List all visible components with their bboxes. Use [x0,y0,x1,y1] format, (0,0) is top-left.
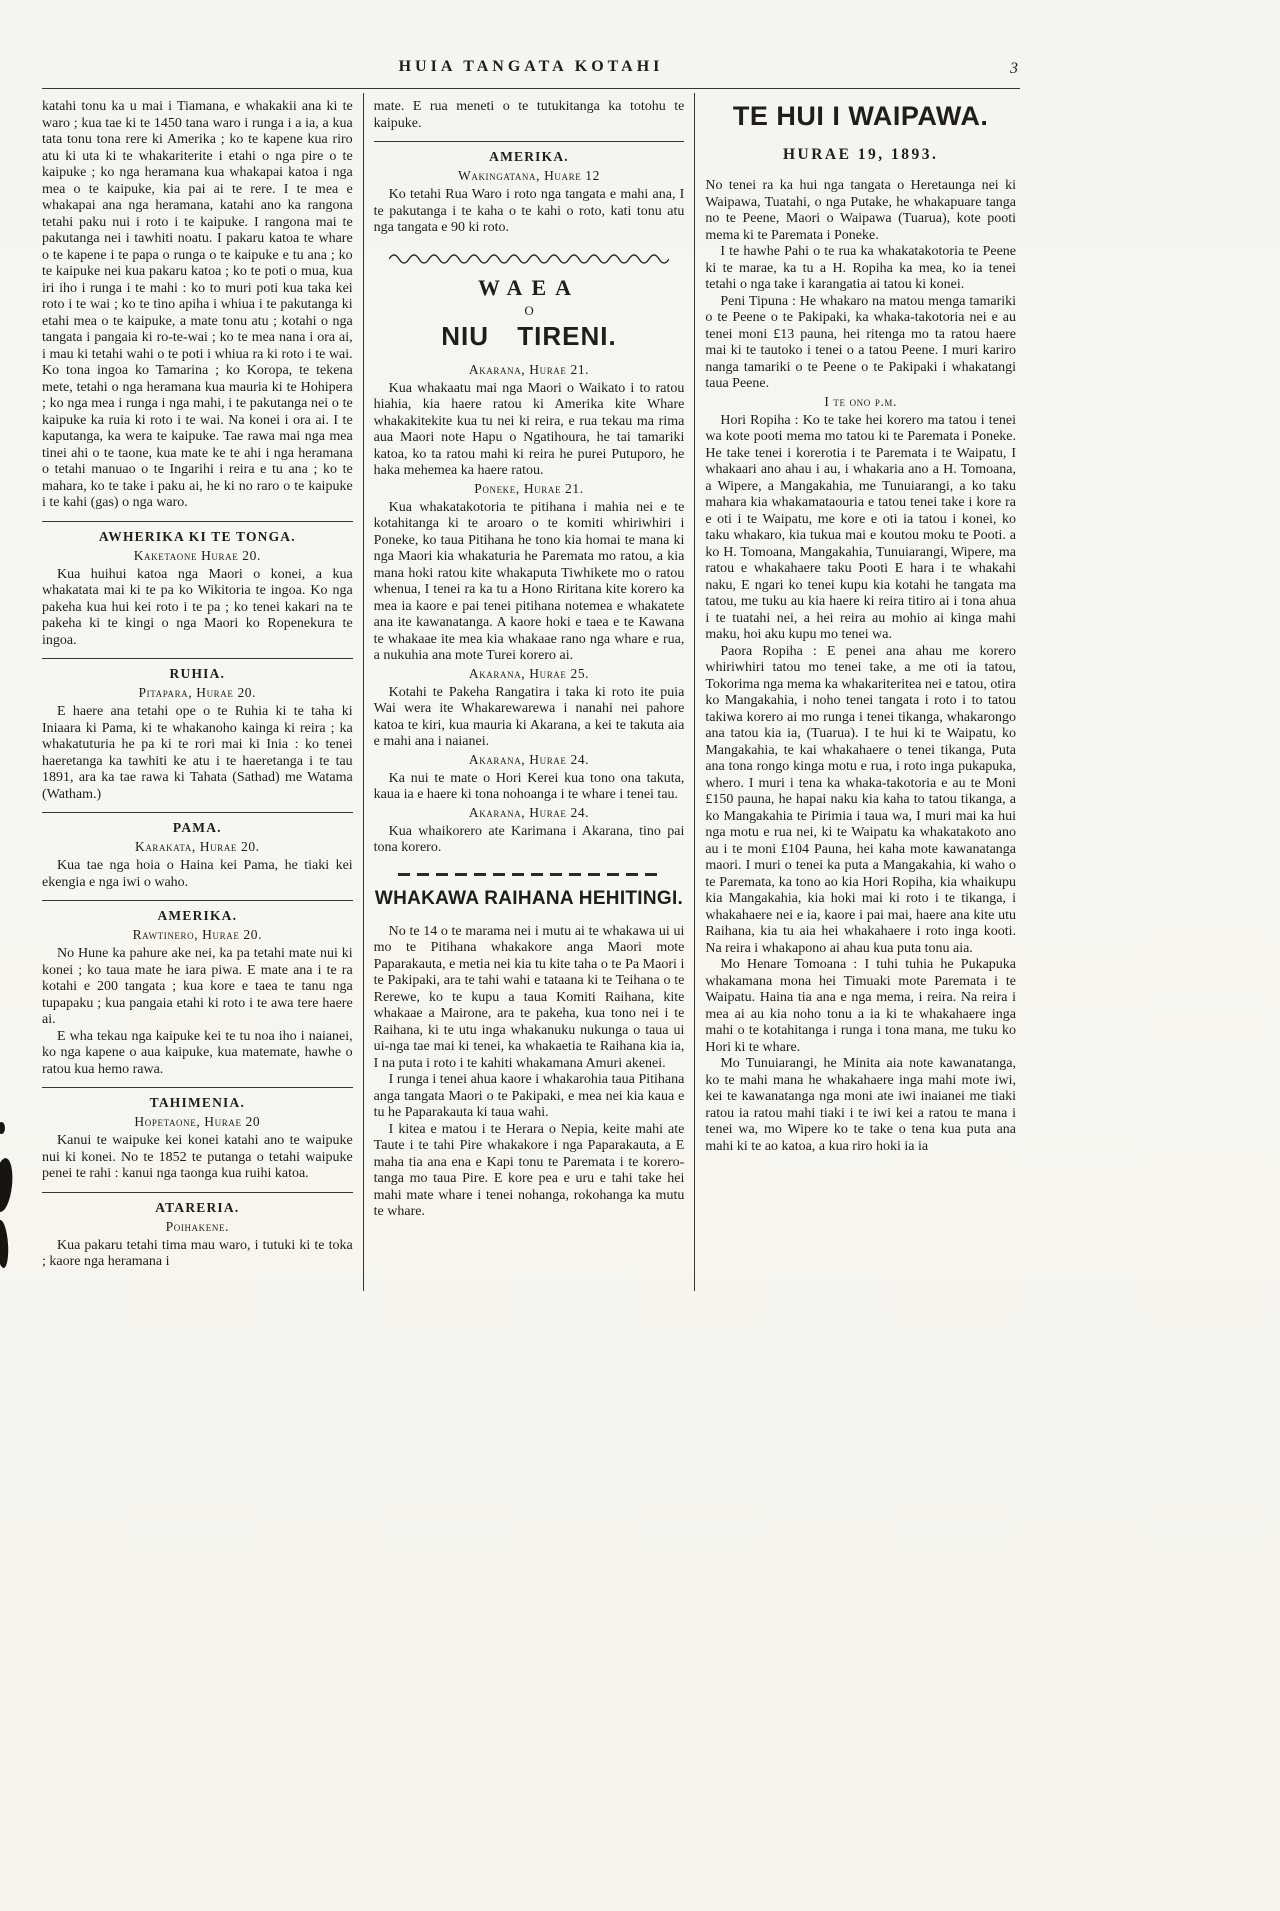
article-paragraph: katahi tonu ka u mai i Tiamana, e whakakii ana ki te waro ; kua tae ki te 1450 tana waro i runga i a ia, a kua tata tonu tona rere ki Amerika ; ko te kapene kua riro atu ki uta ki te whakariterite i etahi o nga pire o te kaipuke ; ko nga heramana kua whakapai katoa i nga mea o te kaipuke, kia pai ai te rere. I te mea e whakapai ana nga heramana, katahi ano ka rangona tetahi paku nui i roto i te kaipuke. I rangona mai te pakutanga nei i tawhiti noatu. I pakaru katoa te whare o te kapene i te papa o runga o te kaipuke e tu ana ; ko te kaipuke nei kua pakaru katoa ; ko te poti o mua, kua iri iho i runga i te mahi : ko to muri poti kua taka kei roto i te wai ; ko te tino apiha i whiua i te pakutanga ki etahi mea o te kaipuke, a mate tonu atu ; kotahi o nga tangata i pangaia ki ro-te-wai ; ko te mea nana i ora ai, i mau ki tetahi wahi o te poti i whiua ra ki roto i te wai. Ko tona ingoa ko Tamarina ; ko Koropa, te tekena mete, tetahi o nga heramana kua mauria ki te Hohipera ; ko nga mea i runga i nga mahi, i te pakutanga nei o te kaipuke ka ruia ki roto i te wai. Na konei i ora ai. I te kaputanga, ka wera te kaipuke. Tae rawa mai nga mea tinei ahi o te taone, kua mate ke te ahi i nga heramana o tetahi manuao o te Ingarihi i reira e tu ana ; ko te mahara, ko te take i paku ai, he ki no raro o te kaipuke i te kahi (gas) o nga waro. [42,99,353,510]
article-paragraph: Paora Ropiha : E penei ana ahau me korero whiriwhiri tatou mo tenei take, a me oti ia tatou, Tokorima nga mema ka whakariteritea nei e tatou, otira ko Mangakahia, i noho tenei tangata i roto i to tatou takiwa korero ai mo runga i tenei tikanga, whakarongo ana tatou kia ia, (Tuarua). I te hui ki te Waipatu, ko Mangakahia, te kai whakahaere o tenei tikanga, Puta ana tona rongo kinga motu e rua, i roto inga pukapuka, whero. I muri i tena ka whaka-takotoria e au te Moni £150 pauna, he hapai naku kia kaha to tatou tikanga, a ko Mangakahia te Pirimia i taua wa, I muri mai ka hui nga motu e rua nei, ki te Waipatu ka whakatakoto ano au i te moni £104 Pauna, hei kaha mote kawanatanga maori. I muri o tenei ka puta a Mangakahia, ki waho o te Paremata, ka tono ao kia Hori Ropiha, kia whaikupu kia Mangakahia, kia hoki mai ki roto i te tikanga, i whakahaere nei e ia, kaore i pai mai, haere ana kite utu Raihana, kia tu aia hei whakahaere i roto inga kooti. Na reira i whakapono ai ahau kua puta tonu aia. [705,643,1017,956]
article-paragraph: No tenei ra ka hui nga tangata o Heretaunga nei ki Waipawa, Tuatahi, o nga Putake, he whakapuare tanga no te Peene, Maori o Waipawa (Tuarua), kote pooti mema ki te Paremata i Poneke. [705,178,1017,243]
article-paragraph: No Hune ka pahure ake nei, ka pa tetahi mate nui ki konei ; ko taua mate he iara piwa. E mate ana i te ra kotahi e 200 tangata ; kua kore e taea te tanu nga tupapaku ; kua pangaia etahi ki roto i te awa tere haere ai. [42,946,353,1027]
article-paragraph: Ko tetahi Rua Waro i roto nga tangata e mahi ana, I te pakutanga i te kaha o te kahi o roto, kati tonu atu nga tangata e 90 ki roto. [373,187,685,235]
scan-artifact [0,1220,10,1269]
article-dateline: Rawtinero, Hurae 20. [132,927,263,942]
article-paragraph: E haere ana tetahi ope o te Ruhia ki te taha ki Iniaara ki Pama, ki te whakanoho kainga ki reira ; ka whakatuturia he pa ki te rori mai ki Inia : ko tenei haeretanga ka tawhiti ke atu i te haeretanga i te tau 1891, ara ka tae rawa ki Tahata (Sathad) me Watama (Watham.) [42,704,353,802]
article-dateline: I te ono p.m. [824,393,898,409]
article-paragraph: Kanui te waipuke kei konei katahi ano te waipuke nui ki konei. No te 1852 te putanga o tetahi waipuke penei te rahi : kanui nga taonga kua ruihi katoa. [42,1133,353,1181]
article-paragraph: Hori Ropiha : Ko te take hei korero ma tatou i tenei wa kote pooti mema mo tatou ki te Paremata i Poneke. He take tenei i korerotia i te Paremata i te Waipatu, I whakaari ano ahau i au, i whakaria ano a H. Tomoana, a Wipere, a Mangakahia, me Tunuiarangi, a ko taku mahara kia whakamataouria e tatou tenei take i kore ra e oti i te Waipatu, me kore e oti ia tatou i konei, ko taku whakaro, kia tukua mai e koutou moku te Pooti. a ko H. Tomoana, Mangakahia, Tunuiarangi, Wipere, ma ratou e whakahaere taku Pooti E hara i te whakahi naku, E ngari ko tenei kupu kia kotahi he tangata ma tatou, me tuku au kia haere ki reira titiro ai i tona ahua i te tuatahi nei, a hei reira au mohio ai kinga mahi maku, hoi aku kupu mo tenei wa. [705,412,1017,642]
page-content [42,58,1020,1291]
article-paragraph: mate. E rua meneti o te tutukitanga ka totohu te kaipuke. [373,99,685,131]
article-heading: ATARERIA. [155,1199,240,1215]
article-divider-rule [42,900,353,901]
article-divider-rule [42,658,353,659]
section-title-line: O [524,302,534,318]
article-paragraph: No te 14 o te marama nei i mutu ai te whakawa ui ui mo te Pitihana whakakore anga Maori mote Paparakauta, e metia nei kia tu kite taha o te Pa Maori i te Pakipaki, ara te tahi wahi e tataana ki te Teihana o te Rerewe, ko te kupu a taua Komiti Raihana, kite whakaae a Mairone, ara te pakeha, kua tono nei i te Raihana, ki te utu inga whakanuku nukunga o taua ui ui-nga tae mai ki tenei, ka whakaetia te Raihana kia ia, I na puta i roto i te kahiti whakamana Amuri akenei. [373,923,685,1071]
article-dateline: Poihakene. [165,1218,230,1234]
article-heading: TAHIMENIA. [149,1095,246,1110]
article-paragraph: Kua whaikorero ate Karimana i Akarana, tino pai tona korero. [373,823,685,855]
section-title: WHAKAWA RAIHANA HEHITINGI. [374,887,684,909]
article-dateline: Karakata, Hurae 20. [134,839,260,854]
wavy-divider-graphic [389,253,669,265]
article-subheading: HURAE 19, 1893. [782,146,939,163]
article-heading: AWHERIKA KI TE TONGA. [98,528,296,544]
article-dateline: Pitapara, Hurae 20. [138,685,257,700]
article-divider-rule [42,1192,353,1193]
article-paragraph: I te hawhe Pahi o te rua ka whakatakotoria te Peene ki te marae, ka tu a H. Ropiha ka mea, ko ia tenei tetahi o nga take i karangatia ai tatou ki konei. [705,244,1017,292]
article-paragraph: Kua whakaatu mai nga Maori o Waikato i to ratou hiahia, kia haere ratou ki Amerika kite Whare whakakitekite kua tu nei ki reira, e rua tekau ma rima aua Maori note Hapu o Ngatihoura, he tai tamariki katoa, ko ta ratou mahi ki reira he purei Putuporo, he haka mehemea ka haere ratou. [373,380,685,478]
column-3 [694,93,1020,1291]
section-title-line: WAEA [478,274,581,300]
page-header [42,58,1020,89]
article-dateline: Wakingatana, Huare 12 [458,168,600,183]
column-2 [363,93,695,1291]
article-dateline: Akarana, Hurae 25. [468,665,590,681]
article-dateline: Poneke, Hurae 21. [474,480,584,496]
article-heading: AMERIKA. [157,908,238,923]
article-paragraph: Kua huihui katoa nga Maori o konei, a kua whakatata mai ki te pa ko Wikitoria te ingoa. Ko nga pakeha kua hui kei roto i te pa ; ko tenei kakari na te pakeha ki te kingi o nga Maori ko Ropenekura te ingoa. [42,566,353,648]
wavy-divider [374,253,685,265]
article-dateline: Hopetaone, Hurae 20 [134,1114,261,1129]
column-layout [42,93,1020,1291]
article-divider-rule [42,1087,353,1088]
page-number: 3 [1010,60,1018,77]
article-paragraph: I kitea e matou i te Herara o Nepia, keite mahi ate Taute i te tahi Pire whakakore i nga Paparakauta, a E maha tia ana ena e Kapi tonu te Paremata i te korero-tanga mo taua Pire. E kore pea e uru e tahi take hei mahi mate whare i tenei nohanga, rokohanga ka mutu te whare. [373,1121,685,1219]
article-paragraph: Mo Henare Tomoana : I tuhi tuhia he Pukapuka whakamana mona hei Timuaki mote Paremata i te Waipatu. Haina tia ana e nga mema, i reira. Na reira i mea ai au kia noho tonu a ia ki te whakahaere inga mahi o te kotahitanga i runga i tona mana, me tuku ko Hori ki te whare. [705,957,1017,1055]
article-paragraph: Kua whakatakotoria te pitihana i mahia nei e te kotahitanga ki te aroaro o te komiti whiriwhiri i Poneke, ko taua Pitihana he tono kia homai te mana ki nga Maori kia whakaturia he Paremata mo ratou, a kia mana hoki ratou kite whakaputa Tiwhikete mo o ratou whenua, I tenei ra ka tu a Hono Riritana kite korero ka mea ia kaore e pai tenei pitihana notemea e whakatete ana ite kawanatanga. A kaore hoki e taea e te Kawana te whakaae ite mea kia whakaae rano nga whare e rua, a nukuhia ana mote Turei korero ai. [373,499,685,663]
dashed-divider [398,873,661,876]
article-paragraph: E wha tekau nga kaipuke kei te tu noa iho i naianei, ko nga kapene o aua kaipuke, kua matemate, hawhe o ratou kua hemo rawa. [42,1028,353,1077]
scan-artifact [0,1157,15,1213]
article-paragraph: Kua tae nga hoia o Haina kei Pama, he tiaki kei ekengia e nga iwi o waho. [42,858,353,890]
section-title: TE HUI I WAIPAWA. [732,101,989,131]
article-dateline: Akarana, Hurae 21. [468,361,590,377]
article-dateline: Akarana, Hurae 24. [468,751,590,767]
article-divider-rule [42,521,353,522]
article-dateline: Akarana, Hurae 24. [468,804,590,820]
section-title [374,275,685,352]
article-heading: PAMA. [172,820,222,835]
article-paragraph: I runga i tenei ahua kaore i whakarohia taua Pitihana anga tangata Maori o te Pakipaki, e mea nei kia kaua e tu he Paparakauta ki taua wahi. [373,1072,685,1120]
article-paragraph: Kotahi te Pakeha Rangatira i taka ki roto ite puia Wai wera ite Whakarewarewa i nanahi nei pahore katoa te kiri, kua mauria ki Akarana, a kei te takuta aia e mahi ana i naianei. [373,684,685,749]
article-paragraph: Mo Tunuiarangi, he Minita aia note kawanatanga, ko te mahi mana he whakahaere inga mahi mote iwi, kei te kawanatanga nga moni ate iwi inaianei me tiaki ratou ia ratou mahi tiaki i te iwi kei a ratou te mana i tenei wa, mo Wipere ko te take o tena kua puta ana mahi ki te ao katoa, a kua riro hoki ia ia [705,1056,1017,1154]
column-1 [42,93,363,1291]
scan-artifact [0,1122,5,1134]
article-paragraph: Kua pakaru tetahi tima mau waro, i tutuki ki te toka ; kaore nga heramana i [42,1237,353,1269]
article-paragraph: Ka nui te mate o Hori Kerei kua tono ona takuta, kaua ia e haere ki tona nohoanga i te whare i tenei tau. [373,770,685,802]
article-paragraph: Peni Tipuna : He whakaro na matou menga tamariki o te Peene o te Pakipaki, ka whaka-takotoria nei e au tenei moni £13 pauna, hei ritenga mo ta ratou haere mai ki te tautoko i tenei o a tatou Peene. I muri kariro nanga tamariki o te Peene o te Pakipaki i whakatangi taua Peene. [705,293,1017,391]
article-heading: RUHIA. [169,666,226,681]
newspaper-title: HUIA TANGATA KOTAHI [398,58,664,75]
section-title-line: NIU TIRENI. [441,320,617,351]
article-divider-rule [374,141,685,142]
article-heading: AMERIKA. [489,149,569,164]
article-divider-rule [42,812,353,813]
article-dateline: Kaketaone Hurae 20. [133,547,261,563]
